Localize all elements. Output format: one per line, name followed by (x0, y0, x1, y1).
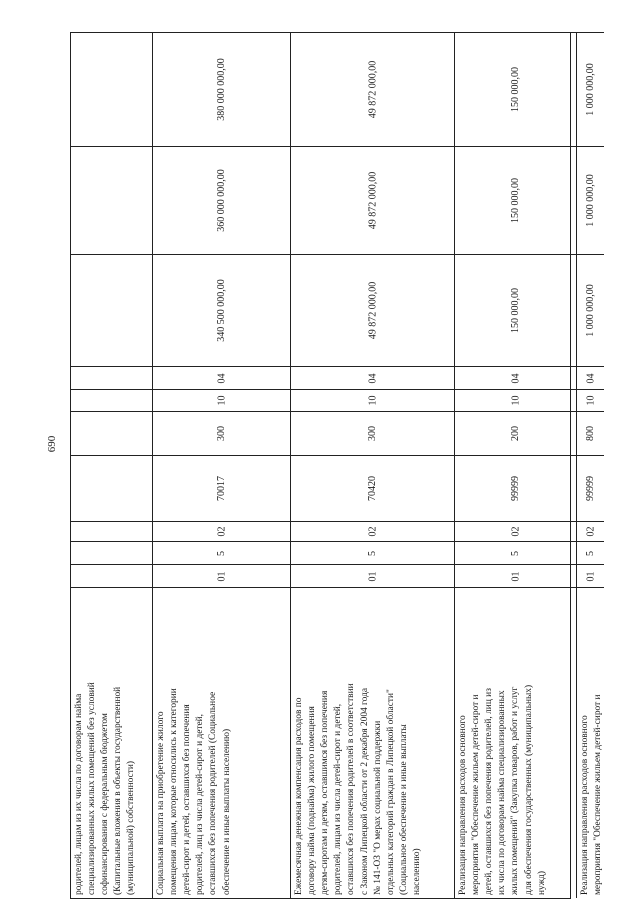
cell-c1 (454, 564, 576, 587)
description-line: (Капитальные вложения в объекты государственной (113, 686, 124, 895)
cell-value: 01 (510, 571, 521, 581)
description-line: населению) (411, 848, 422, 895)
description-line: мероприятия "Обеспечение жильем детей-сирот и (471, 694, 482, 895)
page-number: 690 (46, 435, 58, 453)
description-line: нужд) (536, 871, 547, 895)
description-line: жилых помещений" (Закупка товаров, работ и услуг (510, 686, 521, 895)
cell-amount-2023 (576, 146, 604, 254)
description-line: софинансирования с федеральным бюджетом (100, 713, 111, 895)
cell-value: 380 000 000,00 (216, 58, 227, 121)
cell-value: 70420 (367, 476, 378, 501)
description-line: родителей, лицам из их числа по договорам найма (74, 693, 84, 895)
cell-value: 99999 (510, 476, 521, 501)
cell-c3 (290, 521, 454, 541)
cell-c2 (454, 541, 576, 564)
cell-c1 (290, 564, 454, 587)
row-description-cell (576, 587, 604, 898)
cell-section (454, 389, 576, 411)
cell-amount-2022 (576, 254, 604, 366)
cell-target-article (152, 455, 290, 521)
cell-target-article (576, 455, 604, 521)
cell-value: 5 (510, 550, 521, 556)
cell-value: 10 (585, 395, 596, 406)
cell-subsection (70, 366, 152, 389)
cell-subsection (290, 366, 454, 389)
cell-expense-type (152, 411, 290, 455)
cell-amount-2023 (152, 146, 290, 254)
cell-c3 (576, 521, 604, 541)
cell-subsection (454, 366, 576, 389)
row-description-cell (290, 587, 454, 898)
cell-c1 (70, 564, 152, 587)
cell-target-article (70, 455, 152, 521)
cell-section (152, 389, 290, 411)
cell-expense-type (70, 411, 152, 455)
cell-value: 10 (367, 395, 378, 406)
cell-expense-type (576, 411, 604, 455)
cell-section (576, 389, 604, 411)
cell-amount-2024 (290, 32, 454, 146)
cell-value: 10 (510, 395, 521, 406)
cell-value: 04 (367, 373, 378, 383)
cell-c3 (152, 521, 290, 541)
cell-c1 (576, 564, 604, 587)
description-line: (муниципальной) собственности) (126, 761, 137, 895)
description-line: Ежемесячная денежная компенсация расходов по (294, 697, 304, 895)
cell-value: 04 (510, 373, 521, 383)
cell-value: 300 (367, 426, 378, 441)
cell-c2 (576, 541, 604, 564)
cell-section (290, 389, 454, 411)
row-description-cell (152, 587, 290, 898)
cell-value: 02 (585, 526, 596, 537)
cell-c3 (454, 521, 576, 541)
description-line: Социальная выплата на приобретение жилого (156, 711, 166, 895)
description-line: детям-сиротам и детям, оставшимся без попечения (320, 690, 331, 895)
cell-value: 49 872 000,00 (367, 281, 378, 340)
cell-value: 5 (367, 550, 378, 556)
cell-amount-2023 (70, 146, 152, 254)
cell-value: 150 000,00 (510, 67, 521, 112)
description-line: с Законом Липецкой области от 2 декабря 2004 года (359, 687, 370, 895)
description-line: отдельных категорий граждан в Липецкой области" (385, 689, 396, 895)
cell-value: 01 (585, 571, 596, 581)
cell-amount-2022 (70, 254, 152, 366)
cell-target-article (454, 455, 576, 521)
description-line: их числа по договорам найма специализированных (497, 690, 508, 895)
cell-value: 04 (585, 373, 596, 383)
cell-value: 360 000 000,00 (216, 169, 227, 232)
cell-c2 (152, 541, 290, 564)
cell-amount-2022 (454, 254, 576, 366)
description-line: Реализация направления расходов основного (458, 715, 468, 895)
cell-value: 49 872 000,00 (367, 60, 378, 119)
description-line: родителей, лиц из числа детей-сирот и детей, (195, 714, 206, 895)
cell-value: 5 (216, 550, 227, 556)
budget-table (70, 32, 604, 899)
description-line: (Социальное обеспечение и иные выплаты (398, 724, 409, 895)
cell-value: 5 (585, 550, 596, 556)
description-line: для обеспечения государственных (муниципальных) (523, 684, 534, 895)
cell-subsection (576, 366, 604, 389)
cell-c2 (70, 541, 152, 564)
cell-value: 1 000 000,00 (585, 174, 596, 227)
description-line: обеспечение и иные выплаты населению) (221, 728, 232, 895)
cell-value: 300 (216, 426, 227, 441)
description-line: оставшихся без попечения родителей (Социальное (208, 691, 219, 895)
cell-value: 02 (510, 526, 521, 537)
cell-amount-2024 (70, 32, 152, 146)
cell-value: 1 000 000,00 (585, 63, 596, 116)
cell-c2 (290, 541, 454, 564)
cell-value: 02 (367, 526, 378, 537)
cell-amount-2022 (152, 254, 290, 366)
cell-value: 01 (216, 571, 227, 581)
cell-amount-2023 (454, 146, 576, 254)
cell-value: 70017 (216, 476, 227, 501)
description-line: помещения лицам, которые относились к категории (169, 688, 180, 895)
cell-value: 1 000 000,00 (585, 284, 596, 337)
cell-amount-2024 (454, 32, 576, 146)
cell-value: 150 000,00 (510, 288, 521, 333)
cell-amount-2023 (290, 146, 454, 254)
cell-amount-2024 (576, 32, 604, 146)
description-line: № 141-ОЗ "О мерах социальной поддержки (372, 720, 383, 895)
cell-c1 (152, 564, 290, 587)
description-line: Реализация направления расходов основного (580, 715, 590, 895)
row-description-cell (70, 587, 152, 898)
cell-value: 340 500 000,00 (216, 279, 227, 342)
cell-value: 02 (216, 526, 227, 537)
cell-c3 (70, 521, 152, 541)
description-line: договору найма (поднайма) жилого помещения (307, 706, 318, 895)
cell-expense-type (454, 411, 576, 455)
description-line: детей-сирот и детей, оставшихся без попечения (182, 704, 193, 895)
cell-expense-type (290, 411, 454, 455)
cell-amount-2022 (290, 254, 454, 366)
cell-target-article (290, 455, 454, 521)
description-line: специализированных жилых помещений без условий (87, 682, 98, 895)
description-line: детей, оставшихся без попечения родителей, лиц из (484, 688, 495, 895)
cell-value: 10 (216, 395, 227, 406)
cell-value: 99999 (585, 476, 596, 501)
description-line: родителей, лицам из числа детей-сирот и детей, (333, 703, 344, 895)
cell-value: 150 000,00 (510, 178, 521, 223)
cell-value: 01 (367, 571, 378, 581)
cell-subsection (152, 366, 290, 389)
cell-amount-2024 (152, 32, 290, 146)
cell-value: 49 872 000,00 (367, 171, 378, 230)
cell-value: 04 (216, 373, 227, 383)
row-description-cell (454, 587, 576, 898)
cell-section (70, 389, 152, 411)
description-line: мероприятия "Обеспечение жильем детей-сирот и (593, 694, 604, 895)
description-line: оставшихся без попечения родителей в соответствии (346, 683, 357, 895)
cell-value: 200 (510, 426, 521, 441)
cell-value: 800 (585, 426, 596, 441)
